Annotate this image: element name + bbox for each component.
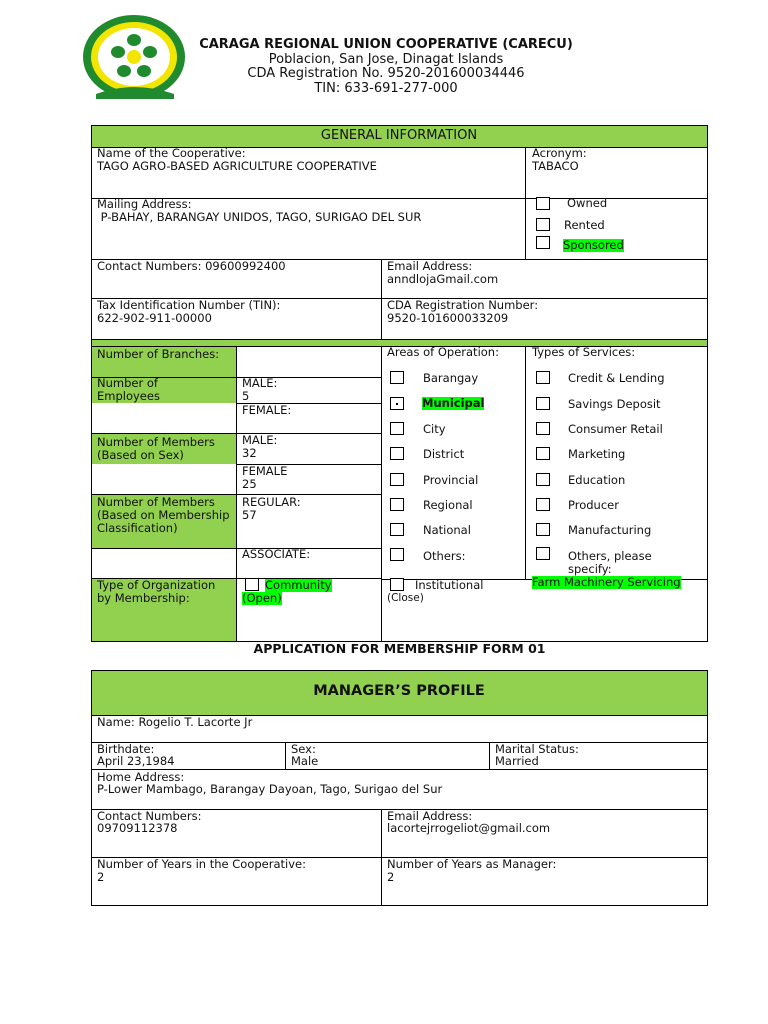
service-manufacturing: Manufacturing: [568, 523, 652, 537]
barangay-checkbox[interactable]: [390, 371, 404, 384]
education-checkbox[interactable]: [536, 473, 550, 486]
birthdate-value: April 23,1984: [97, 754, 175, 768]
manager-email-value: lacortejrrogeliot@gmail.com: [387, 821, 551, 835]
city-checkbox[interactable]: [390, 422, 404, 435]
members-female-label: FEMALE: [242, 464, 288, 478]
email-value: anndlojaGmail.com: [387, 272, 499, 286]
years-coop-label: Number of Years in the Cooperative:: [97, 857, 306, 871]
tin-label: Tax Identification Number (TIN):: [97, 298, 281, 312]
employees-male-value: 5: [242, 389, 250, 403]
provincial-checkbox[interactable]: [390, 473, 404, 486]
marital-label: Marital Status:: [495, 742, 579, 756]
rented-checkbox[interactable]: [536, 218, 550, 231]
members-sex-label: Number of Members (Based on Sex): [97, 435, 215, 462]
area-provincial: Provincial: [423, 473, 479, 487]
regional-checkbox[interactable]: [390, 498, 404, 511]
producer-checkbox[interactable]: [536, 498, 550, 511]
consumer-retail-checkbox[interactable]: [536, 422, 550, 435]
general-info-title: GENERAL INFORMATION: [320, 128, 478, 143]
owned-checkbox[interactable]: [536, 197, 550, 210]
years-manager-value: 2: [387, 870, 395, 884]
sponsored-checkbox[interactable]: [536, 236, 550, 249]
area-others: Others:: [423, 549, 466, 563]
national-checkbox[interactable]: [390, 523, 404, 536]
community-label-line2: (Open): [242, 591, 282, 605]
cda-value: 9520-101600033209: [387, 311, 509, 325]
employees-label: Number of Employees: [97, 376, 160, 403]
branches-label: Number of Branches:: [97, 347, 220, 361]
area-city: City: [423, 422, 446, 436]
contact-numbers: Contact Numbers: 09600992400: [97, 259, 286, 273]
service-credit-lending: Credit & Lending: [568, 371, 665, 385]
community-checkbox[interactable]: [245, 578, 259, 591]
regular-label: REGULAR:: [242, 495, 301, 509]
close-label: (Close): [387, 592, 424, 604]
org-cda-registration: CDA Registration No. 9520-201600034446: [247, 66, 525, 81]
manager-contact-label: Contact Numbers:: [97, 809, 202, 823]
area-barangay: Barangay: [423, 371, 479, 385]
org-tin: TIN: 633-691-277-000: [314, 80, 458, 96]
others-service-checkbox[interactable]: [536, 547, 550, 560]
cda-label: CDA Registration Number:: [387, 298, 539, 312]
coop-name-label: Name of the Cooperative:: [97, 146, 246, 160]
service-marketing: Marketing: [568, 447, 626, 461]
service-savings-deposit: Savings Deposit: [568, 397, 661, 411]
members-male-label: MALE:: [242, 433, 278, 447]
regular-value: 57: [242, 508, 257, 522]
manager-contact-value: 09709112378: [97, 821, 178, 835]
mailing-address-value: P-BAHAY, BARANGAY UNIDOS, TAGO, SURIGAO DEL SUR: [97, 210, 422, 224]
manufacturing-checkbox[interactable]: [536, 523, 550, 536]
service-others: Others, please specify:: [568, 549, 652, 576]
services-label: Types of Services:: [532, 345, 636, 359]
marital-value: Married: [495, 754, 539, 768]
org-type-label: Type of Organization by Membership:: [97, 578, 216, 605]
employees-female-label: FEMALE:: [242, 403, 292, 417]
mailing-address-label: Mailing Address:: [97, 197, 192, 211]
home-address-value: P-Lower Mambago, Barangay Dayoan, Tago, Surigao del Sur: [97, 782, 443, 796]
area-national: National: [423, 523, 471, 537]
service-producer: Producer: [568, 498, 619, 512]
credit-lending-checkbox[interactable]: [536, 371, 550, 384]
sex-value: Male: [291, 754, 319, 768]
municipal-checkbox[interactable]: [390, 397, 404, 410]
service-education: Education: [568, 473, 626, 487]
rented-label: Rented: [564, 218, 605, 232]
members-male-value: 32: [242, 446, 257, 460]
acronym-value: TABACO: [532, 159, 579, 173]
area-regional: Regional: [423, 498, 473, 512]
owned-label: Owned: [567, 196, 608, 210]
members-class-label: Number of Members (Based on Membership Classification): [97, 495, 230, 535]
email-label: Email Address:: [387, 259, 473, 273]
coop-name-value: TAGO AGRO-BASED AGRICULTURE COOPERATIVE: [97, 159, 377, 173]
years-coop-value: 2: [97, 870, 105, 884]
district-checkbox[interactable]: [390, 447, 404, 460]
org-address: Poblacion, San Jose, Dinagat Islands: [268, 51, 504, 67]
others-area-checkbox[interactable]: [390, 548, 404, 561]
savings-deposit-checkbox[interactable]: [536, 397, 550, 410]
org-name: CARAGA REGIONAL UNION COOPERATIVE (CARECU): [199, 37, 573, 52]
tin-value: 622-902-911-00000: [97, 311, 212, 325]
members-female-value: 25: [242, 477, 257, 491]
area-district: District: [423, 447, 465, 461]
home-address-label: Home Address:: [97, 770, 185, 784]
service-others-value: Farm Machinery Servicing: [532, 575, 681, 589]
marketing-checkbox[interactable]: [536, 447, 550, 460]
manager-email-label: Email Address:: [387, 809, 473, 823]
institutional-label: Institutional: [415, 578, 484, 592]
cooperative-logo: [82, 10, 192, 100]
manager-title: MANAGER’S PROFILE: [313, 683, 485, 699]
service-consumer-retail: Consumer Retail: [568, 422, 663, 436]
community-label-line1: Community: [265, 578, 332, 592]
manager-name: Name: Rogelio T. Lacorte Jr: [97, 715, 253, 729]
acronym-label: Acronym:: [532, 146, 587, 160]
birthdate-label: Birthdate:: [97, 742, 155, 756]
years-manager-label: Number of Years as Manager:: [387, 857, 557, 871]
sponsored-label: Sponsored: [563, 238, 624, 252]
employees-male-label: MALE:: [242, 376, 278, 390]
institutional-checkbox[interactable]: [390, 578, 404, 591]
associate-label: ASSOCIATE:: [242, 547, 311, 561]
area-municipal: Municipal: [422, 396, 485, 410]
areas-label: Areas of Operation:: [387, 345, 499, 359]
sex-label: Sex:: [291, 742, 316, 756]
form-title: APPLICATION FOR MEMBERSHIP FORM 01: [253, 641, 546, 656]
org-header: [186, 38, 586, 96]
